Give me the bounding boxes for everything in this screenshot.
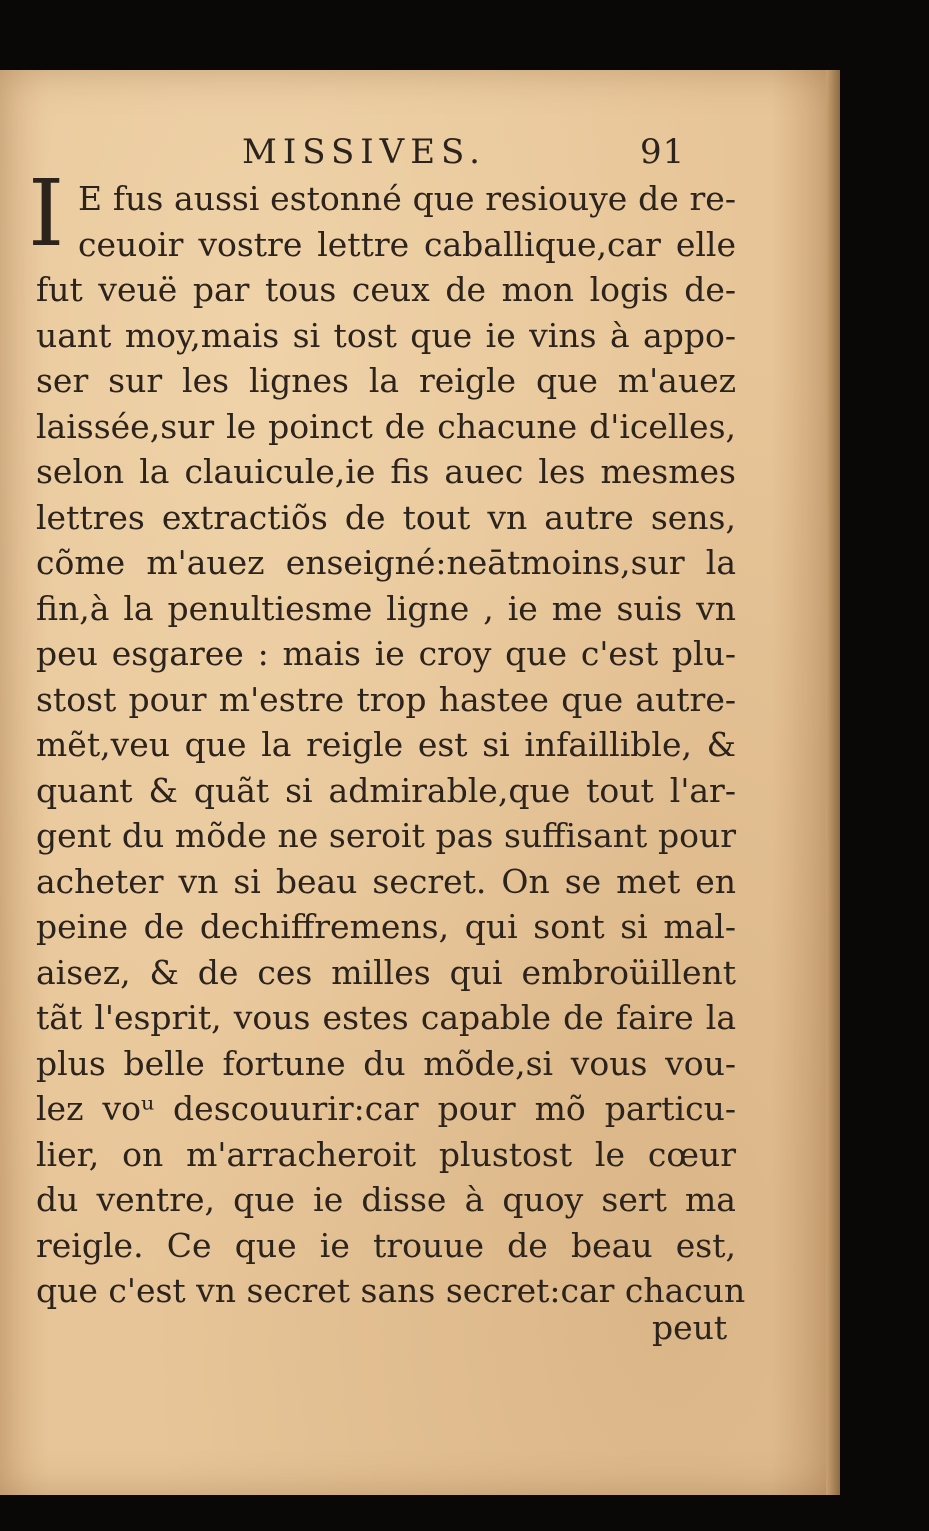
text-line: mẽt,veu que la reigle est si infaillible, & bbox=[36, 725, 736, 764]
text-line: E fus aussi estonné que resiouye de re- bbox=[78, 179, 736, 218]
text-line: peu esgaree : mais ie croy que c'est plu- bbox=[36, 634, 736, 673]
text-line: reigle. Ce que ie trouue de beau est, bbox=[36, 1225, 736, 1265]
text-line: selon la clauicule,ie fis auec les mesmes bbox=[36, 452, 736, 491]
page-edge bbox=[826, 70, 840, 1495]
text-line: lier, on m'arracheroit plustost le cœur bbox=[36, 1134, 736, 1174]
text-line: peine de dechiffremens, qui sont si mal- bbox=[36, 907, 736, 946]
page-number: 91 bbox=[640, 132, 686, 172]
text-line: uant moy,mais si tost que ie vins à appo- bbox=[36, 315, 736, 355]
catchword: peut bbox=[652, 1308, 728, 1347]
text-line: ser sur les lignes la reigle que m'auez bbox=[36, 361, 736, 400]
text-line: aisez, & de ces milles qui embroüillent bbox=[36, 952, 736, 992]
text-line: lez voᵘ descouurir:car pour mõ particu- bbox=[36, 1089, 736, 1128]
text-line: du ventre, que ie disse à quoy sert ma bbox=[36, 1180, 736, 1219]
text-line: acheter vn si beau secret. On se met en bbox=[36, 861, 736, 901]
body-text bbox=[36, 176, 746, 1314]
text-line: fut veuë par tous ceux de mon logis de- bbox=[36, 270, 736, 309]
running-head: MISSIVES. bbox=[242, 132, 486, 172]
text-line: plus belle fortune du mõde,si vous vou- bbox=[36, 1043, 736, 1083]
text-line: lettres extractiõs de tout vn autre sens, bbox=[36, 497, 736, 537]
text-line: fin,à la penultiesme ligne , ie me suis vn bbox=[36, 588, 736, 628]
text-line: tãt l'esprit, vous estes capable de faire la bbox=[36, 998, 736, 1037]
text-line: cõme m'auez enseigné:neātmoins,sur la bbox=[36, 543, 736, 582]
text-line: stost pour m'estre trop hastee que autre- bbox=[36, 679, 736, 719]
text-line: ceuoir vostre lettre caballique,car elle bbox=[78, 224, 736, 264]
text-line: quant & quãt si admirable,que tout l'ar- bbox=[36, 770, 736, 810]
text-line: laissée,sur le poinct de chacune d'icelles, bbox=[36, 406, 736, 446]
drop-cap: I bbox=[28, 160, 65, 267]
text-line: que c'est vn secret sans secret:car chacun bbox=[36, 1271, 746, 1310]
text-line: gent du mõde ne seroit pas suffisant pour bbox=[36, 816, 736, 855]
